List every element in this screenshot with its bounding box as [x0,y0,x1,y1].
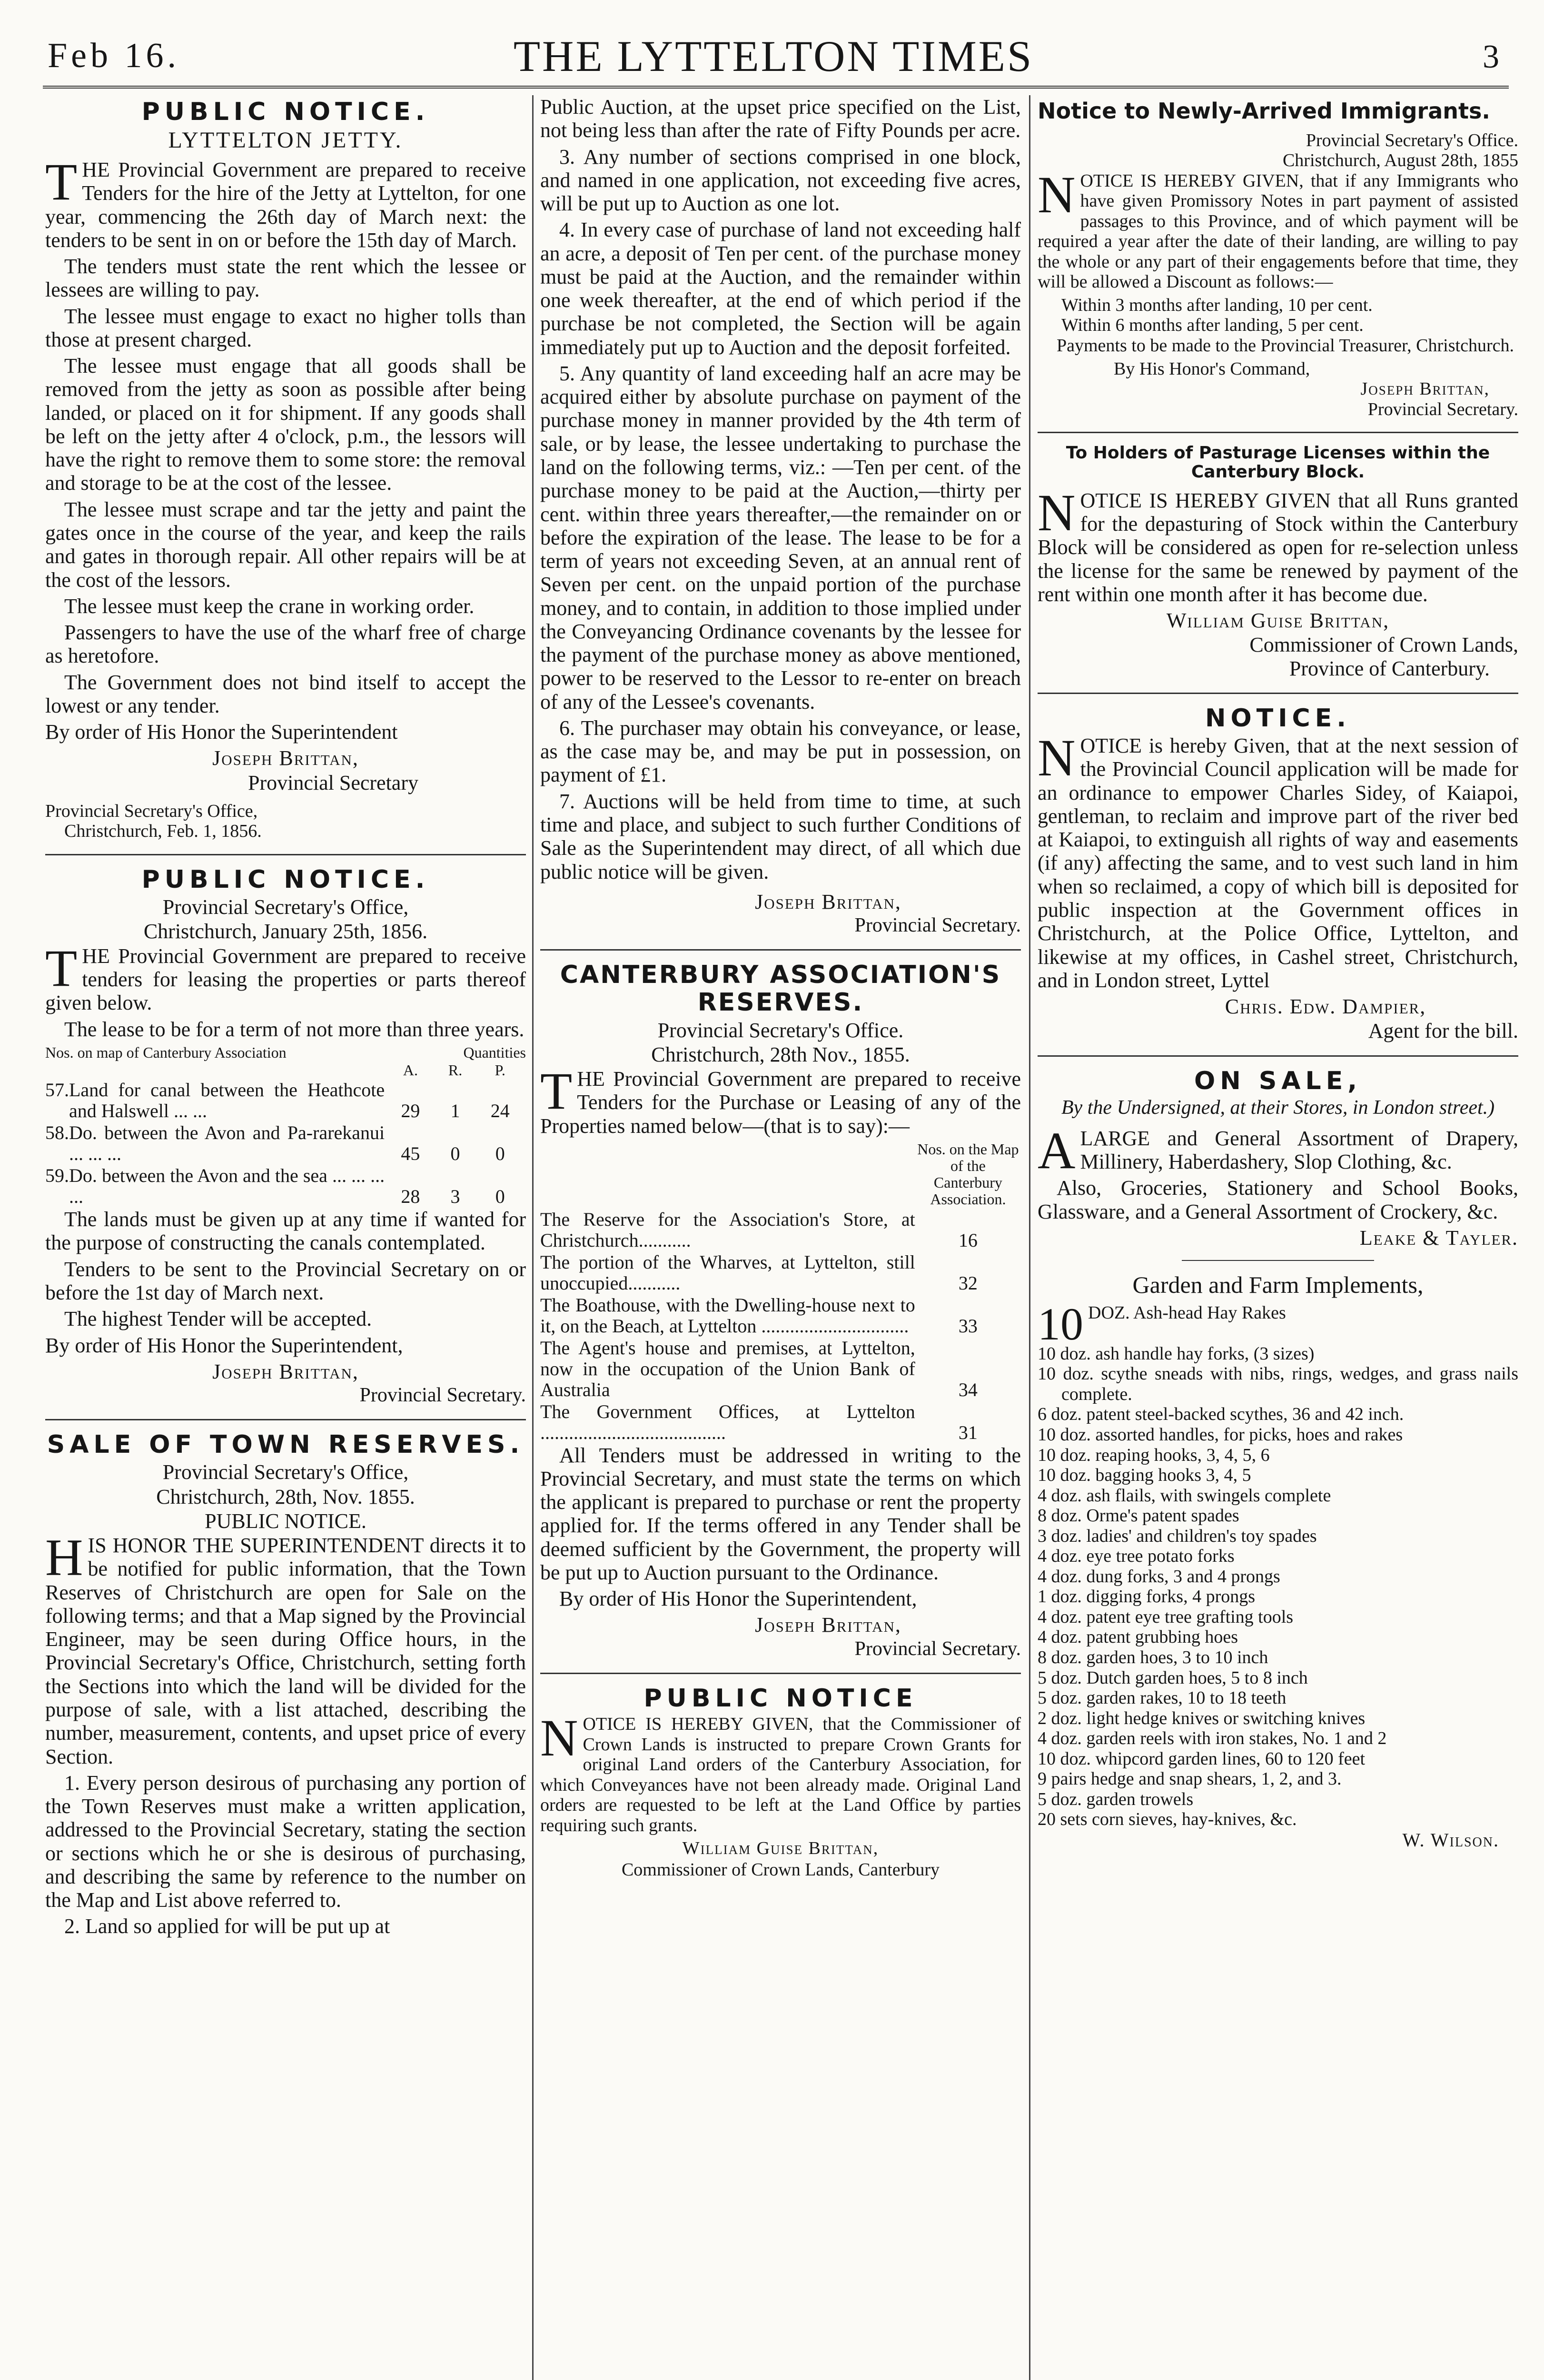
notice-heading: Notice to Newly-Arrived Immigrants. [1038,98,1490,124]
separator [540,1673,1021,1674]
table-row: The Reserve for the Association's Store, at Christchurch........... 16 [540,1208,978,1251]
signature-name: Joseph Brittan, [755,1613,901,1637]
notice-heading: ON SALE, [1194,1066,1362,1095]
place-date: Christchurch, 28th Nov., 1855. [651,1042,910,1066]
discount-line: Within 3 months after landing, 10 per cent. [1061,295,1373,315]
order-line: By order of His Honor the Superintendent [45,720,398,744]
paragraph: Public Auction, at the upset price specified on the List, not being less than after the rate of Fifty Pounds per acre. [540,95,1021,142]
notice-immigrants [1038,99,1518,419]
drop-cap: N [540,1709,578,1767]
notice-kaiapoi-ordinance [1038,704,1518,1043]
order-line: By order of His Honor the Superintendent, [45,1333,403,1357]
notice-heading: SALE OF TOWN RESERVES. [47,1430,525,1459]
list-item: 10 doz. assorted handles, for picks, hoes and rakes [1038,1424,1403,1445]
table-row: The Boathouse, with the Dwelling-house next to it, on the Beach, at Lyttelton ............................... 33 [540,1294,978,1337]
paragraph: All Tenders must be addressed in writing to the Provincial Secretary, and must state the terms on which the applicant is prepared to purchase or rent the property applied for. If the terms offered in any Tender shall be deemed sufficient by the Government, the property will be put up to Auction pursuant to the Ordinance. [540,1443,1021,1584]
column-1 [45,95,526,1941]
list-item: 8 doz. Orme's patent spades [1038,1506,1239,1526]
list-item: 2 doz. light hedge knives or switching knives [1038,1708,1366,1728]
drop-cap: 10 [1038,1303,1083,1344]
notice-lyttelton-jetty [45,98,526,842]
table-row: 57. Land for canal between the Heathcote and Halswell ... ... 29 1 24 [45,1079,510,1122]
drop-cap: N [1038,165,1076,224]
notice-heading: PUBLIC NOTICE. [141,865,430,894]
list-item: 4 doz. patent eye tree grafting tools [1038,1606,1294,1627]
separator [1038,432,1518,433]
notice-pasturage [1038,444,1518,680]
paragraph: Payments to be made to the Provincial Treasurer, Christchurch. [1057,335,1514,356]
paragraph: The lessee must engage to exact no higher tolls than those at present charged. [45,304,526,351]
list-item: 8 doz. garden hoes, 3 to 10 inch [1038,1647,1268,1667]
separator [45,854,526,855]
signature-title: Commissioner of Crown Lands, [1249,633,1518,657]
signature-name: Chris. Edw. Dampier, [1225,995,1426,1019]
notice-association-reserves [540,961,1021,1660]
office-line: Provincial Secretary's Office, [45,801,258,821]
separator [1182,1260,1374,1261]
command-line: By His Honor's Command, [1114,358,1310,379]
column-header: Quantities [463,1043,526,1061]
paragraph: The lessee must scrape and tar the jetty and paint the gates once in the course of the year, and keep the rails and gates in thorough repair. All other repairs will be at the cost of the lessors. [45,497,526,592]
paragraph: 3. Any number of sections comprised in one block, and named in one application, not exceeding five acres, will be put up to Auction as one lot. [540,145,1021,216]
list-item: 10 doz. reaping hooks, 3, 4, 5, 6 [1038,1445,1270,1465]
drop-cap: T [45,939,78,997]
unit-label: R. [448,1061,463,1079]
paragraph: OTICE IS HEREBY GIVEN, that the Commissioner of Crown Lands is instructed to prepare Crown Grants for original Land orders of the Canterbury Association, for which Conveyances have not been already made. Original Land orders are requested to be left at the Land Office by parties requiring such grants. [540,1714,1021,1835]
paragraph: LARGE and General Assortment of Drapery, Millinery, Haberdashery, Slop Clothing, &c. [1080,1126,1518,1174]
table-row: The Government Offices, at Lyttelton ....................................... 31 [540,1400,978,1443]
notice-canal-lands [45,866,526,1407]
list-item: 4 doz. patent grubbing hoes [1038,1627,1238,1647]
office-line: Provincial Secretary's Office. [1306,130,1518,150]
paragraph: 7. Auctions will be held from time to time, at such time and place, and subject to such further Conditions of Sale as the Superintendent may direct, of all which due public notice will be given. [540,789,1021,883]
list-item: 4 doz. eye tree potato forks [1038,1546,1235,1567]
list-item: 10 doz. ash handle hay forks, (3 sizes) [1038,1343,1315,1364]
signature-name: Joseph Brittan, [212,1359,359,1383]
column-rule [532,95,534,2380]
paragraph: 2. Land so applied for will be put up at [64,1914,390,1938]
notice-heading: To Holders of Pasturage Licenses within the Canterbury Block. [1066,443,1490,482]
first-item: DOZ. Ash-head Hay Rakes [1088,1303,1286,1323]
table-row: 58. Do. between the Avon and Pa-rarekanui ... ... ... 45 0 0 [45,1122,505,1165]
issue-date: Feb 16. [48,36,180,75]
notice-heading: PUBLIC NOTICE [643,1684,918,1713]
list-item: 5 doz. Dutch garden hoes, 5 to 8 inch [1038,1667,1308,1688]
signature-title: Provincial Secretary. [359,1384,526,1407]
unit-label: A. [403,1061,418,1079]
notice-subheading: LYTTELTON JETTY. [168,128,403,153]
paragraph: The lessee must engage that all goods shall be removed from the jetty as soon as possible after being landed, or placed on it for shipment. If any goods shall be left on the jetty after 4 o'clock, p.m., the lessors will have the right to remove them to some store: the removal and storage to be at the cost of the lessee. [45,354,526,495]
column-rule [1029,95,1030,2380]
signature-title: Provincial Secretary. [854,914,1021,937]
list-item: 5 doz. garden trowels [1038,1789,1194,1809]
paragraph: OTICE is hereby Given, that at the next session of the Provincial Council application will be made for an ordinance to empower Charles Sidey, of Kaiapoi, gentleman, to reclaim and improve part of the river bed at Kaiapoi, to extinguish all rights of way and easements (if any) affecting the same, and to vest such land in him when so reclaimed, a copy of which bill is deposited for public inspection at the Government offices in Christchurch, at the Police Office, Lyttelton, and likewise at my offices, in Cashel street, Christchurch, and in London street, Lyttel [1038,734,1518,992]
list-item: 1 doz. digging forks, 4 prongs [1038,1587,1256,1607]
notice-on-sale [1038,1067,1518,1250]
list-item: 10 doz. whipcord garden lines, 60 to 120 feet [1038,1748,1366,1769]
paragraph: The highest Tender will be accepted. [64,1307,372,1331]
paragraph: HE Provincial Government are prepared to receive Tenders for the Purchase or Leasing of any of the Properties named below—(that is to say):— [540,1067,1021,1138]
notice-subheading: PUBLIC NOTICE. [205,1509,366,1533]
table-row: The Agent's house and premises, at Lyttelton, now in the occupation of the Union Bank of Australia 34 [540,1337,978,1400]
signature-title: Commissioner of Crown Lands, Canterbury [621,1859,940,1880]
list-item: 10 doz. scythe sneads with nibs, rings, wedges, and grass nails complete. [1038,1364,1518,1404]
signature-title: Provincial Secretary [248,771,418,794]
signature-name: Joseph Brittan, [755,890,901,913]
paragraph: The lessee must keep the crane in working order. [64,594,475,618]
paragraph: The lands must be given up at any time if wanted for the purpose of constructing the canals contemplated. [45,1208,526,1255]
paragraph: HE Provincial Government are prepared to receive tenders for leasing the properties or parts thereof given below. [45,944,526,1015]
list-item: 4 doz. dung forks, 3 and 4 prongs [1038,1566,1280,1587]
column-header: Nos. on map of Canterbury Association [45,1043,287,1061]
list-item: 5 doz. garden rakes, 10 to 18 teeth [1038,1688,1287,1708]
notice-heading: NOTICE. [1205,704,1351,733]
paragraph: Also, Groceries, Stationery and School Books, Glassware, and a General Assortment of Crockery, &c. [1038,1176,1518,1223]
paragraph: 5. Any quantity of land exceeding half an acre may be acquired either by absolute purchase on payment of the purchase money in manner provided by the 4th term of sale, or by lease, the lessee undertaking to purchase the land on the following terms, viz.: —Ten per cent. of the purchase money to be paid at the Auction,—thirty per cent. within three years thereafter,—the remainder on or before the expiration of the lease. The lease to be for a term of years not exceeding Seven, at an annual rent of Seven per cent. on the unpaid portion of the purchase money, and to contain, in addition to those implied under the Conveyancing Ordinance covenants by the lessee for the payment of the purchase money as above mentioned, power to be reserved to the Lessor to re-enter on breach of any of the Lessee's covenants. [540,361,1021,714]
office-line: Provincial Secretary's Office. [657,1018,904,1042]
list-item: 3 doz. ladies' and children's toy spades [1038,1526,1317,1546]
place-date: Christchurch, Feb. 1, 1856. [64,821,262,842]
notice-heading: Garden and Farm Implements, [1132,1271,1424,1299]
paragraph: OTICE IS HEREBY GIVEN that all Runs granted for the depasturing of Stock within the Canterbury Block will be considered as open for re-selection unless the license for the same be renewed by payment of the rent within one month after it has become due. [1038,488,1518,606]
page-number: 3 [1483,39,1499,75]
office-line: Provincial Secretary's Office, [162,895,409,919]
separator [540,949,1021,951]
list-item: 6 doz. patent steel-backed scythes, 36 and 42 inch. [1038,1404,1404,1425]
paragraph: HE Provincial Government are prepared to receive Tenders for the hire of the Jetty at Lyttelton, for one year, commencing the 26th day of March next: the tenders to be sent in on or before the 15th day of March. [45,158,526,252]
header-rule [43,86,1509,89]
paragraph: Tenders to be sent to the Provincial Secretary on or before the 1st day of March next. [45,1257,526,1304]
list-item: 20 sets corn sieves, hay-knives, &c. [1038,1809,1297,1830]
unit-label: P. [495,1061,505,1079]
office-line: Provincial Secretary's Office, [162,1460,409,1484]
list-item: 4 doz. garden reels with iron stakes, No. 1 and 2 [1038,1728,1387,1749]
paragraph: 4. In every case of purchase of land not exceeding half an acre, a deposit of Ten per cent. of the purchase money must be paid at the Auction, and the remainder within one week thereafter, at the end of which period if the purchase be not completed, the Section will be again immediately put up to Auction and the deposit forfeited. [540,218,1021,359]
notice-heading: PUBLIC NOTICE. [141,98,430,126]
signature: Leake & Tayler. [1359,1226,1518,1250]
notice-heading: CANTERBURY ASSOCIATION'S RESERVES. [560,961,1001,1017]
notice-subheading: By the Undersigned, at their Stores, in London street.) [1061,1096,1495,1119]
place-date: Christchurch, August 28th, 1855 [1282,150,1518,171]
page-header [48,26,1499,79]
signature: W. Wilson. [1402,1829,1499,1851]
reserves-table [540,1140,1021,1444]
notice-crown-grants [540,1685,1021,1880]
signature-name: Joseph Brittan, [212,746,359,770]
signature-title: Provincial Secretary. [854,1637,1021,1660]
drop-cap: N [1038,483,1076,542]
drop-cap: T [540,1062,573,1121]
paragraph: The Government does not bind itself to accept the lowest or any tender. [45,670,526,717]
table-row: 59. Do. between the Avon and the sea ... ... ... ... 28 3 0 [45,1165,505,1208]
paragraph: The tenders must state the rent which the lessee or lessees are willing to pay. [45,255,526,302]
discount-line: Within 6 months after landing, 5 per cent. [1061,315,1364,336]
signature-title: Agent for the bill. [1368,1019,1518,1043]
newspaper-title: THE LYTTELTON TIMES [513,32,1034,80]
paragraph: IS HONOR THE SUPERINTENDENT directs it to be notified for public information, that the Town Reserves of Christchurch are open for Sale on the following terms; and that a Map signed by the Provincial Engineer, may be seen during Office hours, in the Provincial Secretary's Office, Christchurch, setting forth the Sections into which the land will be divided for the purpose of sale, with a list attached, describing the number, measurement, contents, and upset price of every Section. [45,1534,526,1768]
column-3 [1038,95,1518,1851]
paragraph: Passengers to have the use of the wharf free of charge as heretofore. [45,621,526,668]
paragraph: 1. Every person desirous of purchasing any portion of the Town Reserves must make a written application, addressed to the Provincial Secretary, stating the section or sections which he or she is desirous of purchasing, and describing the same by reference to the number on the Map and List above referred to. [45,1771,526,1912]
drop-cap: A [1038,1121,1076,1180]
paragraph: The lease to be for a term of not more than three years. [64,1017,525,1041]
drop-cap: T [45,152,78,211]
place-date: Christchurch, January 25th, 1856. [143,920,428,943]
notice-implements [1038,1271,1518,1851]
list-item: 4 doz. ash flails, with swingels complete [1038,1485,1331,1506]
lots-table [45,1044,526,1208]
notice-town-reserves [45,1431,526,1938]
table-row: The portion of the Wharves, at Lyttelton, still unoccupied........... 32 [540,1251,978,1294]
signature-name: Joseph Brittan, [1360,379,1490,399]
list-item: 10 doz. bagging hooks 3, 4, 5 [1038,1465,1251,1486]
signature-title: Provincial Secretary. [1367,399,1518,419]
separator [1038,1055,1518,1057]
paragraph: OTICE IS HEREBY GIVEN, that if any Immigrants who have given Promissory Notes in part payment of assisted passages to this Province, and of which payment will be required a year after the date of their landing, are willing to pay the whole or any part of their engagements before that time, they will be allowed a Discount as follows:— [1038,170,1518,292]
drop-cap: N [1038,729,1076,787]
implements-list [1038,1344,1518,1830]
column-header: Nos. on the Map of the Canterbury Association. [917,1140,1019,1208]
signature-name: William Guise Brittan, [682,1838,879,1859]
signature-name: William Guise Brittan, [1166,609,1390,633]
notice-town-reserves-continued [540,95,1021,937]
place-date: Christchurch, 28th, Nov. 1855. [156,1485,415,1508]
paragraph: 6. The purchaser may obtain his conveyance, or lease, as the case may be, and may be put in possession, on payment of £1. [540,716,1021,787]
separator [45,1419,526,1420]
column-2 [540,95,1021,1881]
list-item: 9 pairs hedge and snap shears, 1, 2, and 3. [1038,1769,1342,1789]
separator [1038,693,1518,694]
paragraph: By order of His Honor the Superintendent, [559,1587,917,1611]
signature-place: Province of Canterbury. [1289,656,1490,680]
drop-cap: H [45,1528,83,1587]
